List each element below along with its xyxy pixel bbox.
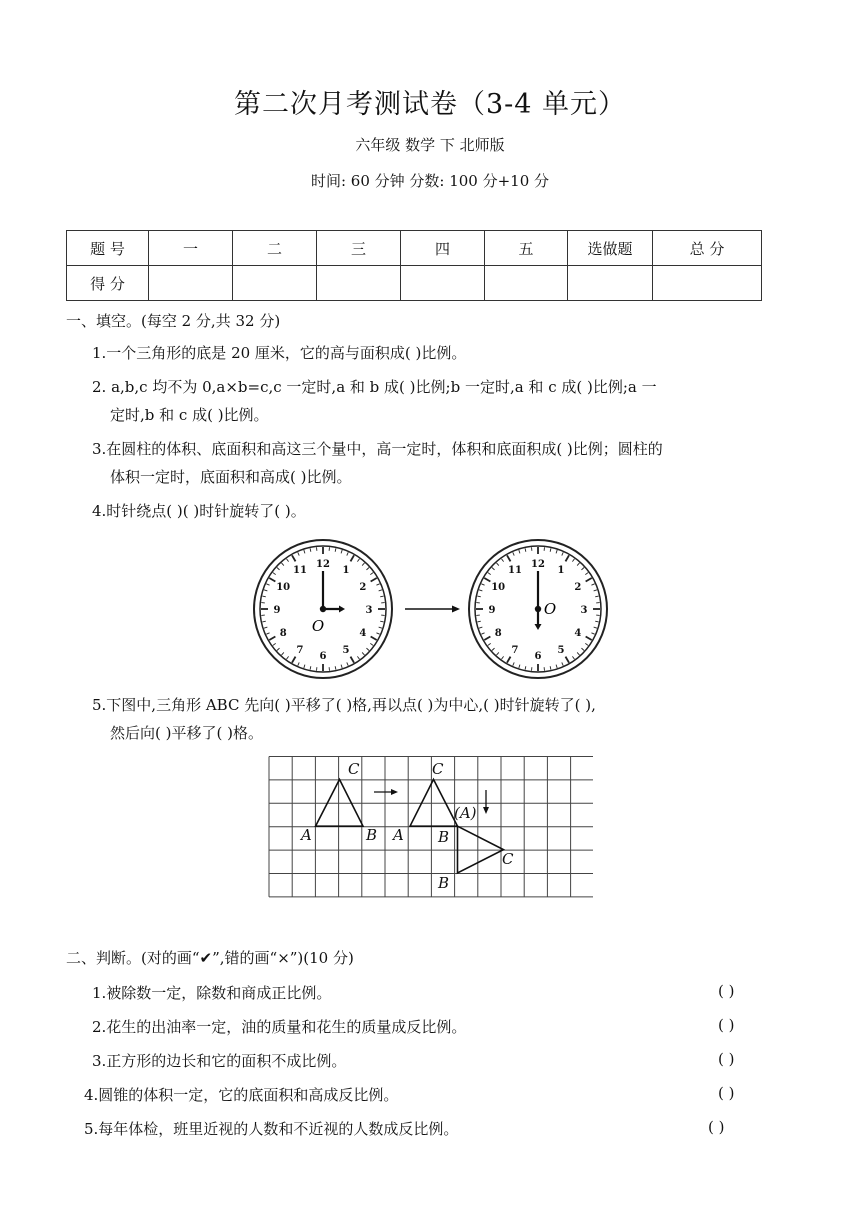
page-subtitle: 六年级 数学 下 北师版 [355,136,505,154]
label-c-rotated: C [502,850,514,868]
clock-tick [556,550,557,553]
clock-tick [264,627,267,628]
clock-number: 2 [359,582,367,593]
clock-tick [347,552,348,555]
clock-tick [362,563,364,566]
judge-item-1: 1.被除数一定，除数和商成正比例。 [92,984,332,1002]
clock-tick [287,656,289,659]
clock-tick [595,596,598,597]
clock-number: 11 [508,565,522,577]
clock-tick [341,665,342,668]
transform-arrow-head [452,606,460,613]
clock-tick [351,555,355,561]
label-b-translated: B [438,828,450,846]
clock-tick [488,643,491,645]
clock-tick [273,573,276,575]
clock-tick [335,548,336,551]
clock-tick [479,590,482,591]
judge-answer-1[interactable]: ( ) [718,982,735,1000]
clock-number: 4 [574,628,582,639]
score-cell[interactable] [149,266,233,301]
clock-tick [525,548,526,551]
clock-tick [519,665,520,668]
clock-tick [566,657,570,663]
clock-number: 8 [279,628,287,639]
down-arrow-head [483,807,489,814]
clock-tick [277,568,280,570]
clock-tick [298,552,299,555]
clock-tick [292,657,296,663]
clock-tick [357,656,359,659]
clock-number: 1 [342,565,350,577]
clock-tick [264,590,267,591]
clock-tick [266,633,269,634]
clock-number: 3 [365,605,373,616]
section2-heading: 二、判断。(对的画“✔”,错的画“×”)(10 分) [66,949,354,967]
judge-item-3: 3.正方形的边长和它的面积不成比例。 [92,1052,347,1070]
clock-tick [581,648,584,650]
score-table-header-row [67,231,762,266]
label-a-original: A [301,826,312,844]
clock-tick [277,648,280,650]
clock-tick [351,657,355,663]
clock-tick [282,563,284,566]
clock-tick [370,643,373,645]
clock-tick [497,563,499,566]
judge-answer-3[interactable]: ( ) [718,1050,735,1068]
score-cell[interactable] [317,266,401,301]
clock-tick [591,584,594,585]
clock-tick [273,643,276,645]
clock-number: 3 [580,605,588,616]
clock-tick [371,578,377,582]
clock-before [254,540,392,678]
clock-number: 8 [494,628,502,639]
hour-hand-arrow [339,606,345,613]
clock-center-dot [535,606,541,612]
score-header-cell: 选做题 [568,231,653,266]
score-header-cell: 一 [149,231,233,266]
score-table-score-row [67,266,762,301]
score-cell[interactable] [485,266,568,301]
clock-number: 5 [557,644,565,656]
clock-tick [262,596,265,597]
score-header-cell: 三 [317,231,401,266]
judge-answer-5[interactable]: ( ) [708,1118,725,1136]
clock-tick [341,550,342,553]
clock-number: 5 [342,644,350,656]
judge-item-5: 5.每年体检，班里近视的人数和不近视的人数成反比例。 [84,1120,459,1138]
clock-tick [371,637,377,641]
score-cell[interactable] [568,266,653,301]
page-title: 第二次月考测试卷（3-4 单元） [233,89,627,120]
clock-tick [379,590,382,591]
question-1: 1.一个三角形的底是 20 厘米，它的高与面积成( )比例。 [92,344,467,362]
clock-tick [376,633,379,634]
clock-tick [585,573,588,575]
clock-number: 7 [296,644,304,656]
clock-center-dot [320,606,326,612]
question-4: 4.时针绕点( )( )时针旋转了( )。 [92,502,306,520]
score-header-cell: 总 分 [653,231,762,266]
clock-tick [269,637,275,641]
triangle-rotated [458,826,504,873]
clock-tick [366,568,369,570]
clock-center-label: O [311,617,325,635]
clock-tick [347,662,348,665]
score-table [66,230,762,301]
clock-tick [594,590,597,591]
clock-tick [266,584,269,585]
score-cell[interactable] [401,266,485,301]
clock-tick [550,548,551,551]
clock-tick [581,568,584,570]
clock-tick [262,621,265,622]
clock-tick [572,559,574,562]
clock-tick [577,652,579,655]
clock-tick [304,665,305,668]
clock-tick [562,662,563,665]
clock-number: 4 [359,628,367,639]
hour-hand-arrow [535,624,542,630]
clock-number: 1 [557,565,565,577]
clock-number: 10 [491,582,506,593]
clock-tick [379,627,382,628]
clock-tick [566,555,570,561]
clock-center-label: O [543,600,557,618]
label-c-translated: C [432,760,444,778]
clock-tick [357,559,359,562]
clock-tick [484,637,490,641]
clock-number: 11 [293,565,307,577]
clock-tick [585,643,588,645]
clock-number: 12 [316,559,330,570]
label-b-original: B [366,826,378,844]
clock-tick [507,555,511,561]
score-header-cell: 五 [485,231,568,266]
clock-tick [550,666,551,669]
clock-after [469,540,607,678]
clock-tick [481,584,484,585]
clock-tick [572,656,574,659]
clock-tick [488,573,491,575]
clock-rotation-figure [250,535,612,683]
label-c-original: C [348,760,360,778]
judge-item-2: 2.花生的出油率一定，油的质量和花生的质量成反比例。 [92,1018,467,1036]
clock-tick [292,555,296,561]
clock-tick [477,596,480,597]
question-2-line-2: 定时,b 和 c 成( )比例。 [110,406,269,424]
clock-tick [586,578,592,582]
clock-tick [492,568,495,570]
clock-tick [562,552,563,555]
clock-tick [362,652,364,655]
score-header-cell: 四 [401,231,485,266]
clock-tick [525,666,526,669]
clock-tick [376,584,379,585]
clock-tick [366,648,369,650]
clock-tick [586,637,592,641]
clock-tick [577,563,579,566]
clock-tick [513,662,514,665]
score-header-cell: 题 号 [67,231,149,266]
label-a-rotation-center: (A) [454,804,477,822]
clock-tick [298,662,299,665]
clock-tick [380,596,383,597]
clock-tick [556,665,557,668]
question-3-line-2: 体积一定时，底面积和高成( )比例。 [110,468,352,486]
time-score-info: 时间: 60 分钟 分数: 100 分+10 分 [310,172,550,190]
clock-tick [269,578,275,582]
clock-tick [507,657,511,663]
right-arrow-head [391,789,398,795]
label-b-rotated: B [438,874,450,892]
clock-tick [287,559,289,562]
clock-number: 7 [511,644,519,656]
clock-tick [481,633,484,634]
question-2-line-1: 2. a,b,c 均不为 0,a×b=c,c 一定时,a 和 b 成( )比例;b 一定时,a 和 c 成( )比例;a 一 [92,378,657,396]
clock-tick [282,652,284,655]
score-cell[interactable] [653,266,762,301]
question-3-line-1: 3.在圆柱的体积、底面积和高这三个量中，高一定时，体积和底面积成( )比例；圆柱的 [92,440,663,458]
question-5-line-1: 5.下图中,三角形 ABC 先向( )平移了( )格,再以点( )为中心,( )时针旋转了( ), [92,696,596,714]
clock-tick [595,621,598,622]
clock-tick [519,550,520,553]
score-row-label: 得 分 [67,266,149,301]
clock-number: 9 [488,605,496,616]
clock-number: 6 [319,651,327,662]
clock-tick [304,550,305,553]
clock-number: 9 [273,605,281,616]
score-cell[interactable] [233,266,317,301]
clock-tick [479,627,482,628]
clock-tick [477,621,480,622]
question-5-line-2: 然后向( )平移了( )格。 [110,724,263,742]
clock-tick [591,633,594,634]
clock-number: 6 [534,651,542,662]
clock-number: 10 [276,582,291,593]
clock-tick [310,666,311,669]
clock-tick [492,648,495,650]
score-header-cell: 二 [233,231,317,266]
clock-tick [502,559,504,562]
clock-tick [484,578,490,582]
clock-tick [502,656,504,659]
clock-tick [370,573,373,575]
judge-answer-2[interactable]: ( ) [718,1016,735,1034]
clock-tick [497,652,499,655]
translation-grid-figure [268,756,593,898]
clock-number: 12 [531,559,545,570]
label-a-translated: A [393,826,404,844]
judge-answer-4[interactable]: ( ) [718,1084,735,1102]
clock-tick [594,627,597,628]
clock-number: 2 [574,582,582,593]
judge-item-4: 4.圆锥的体积一定，它的底面积和高成反比例。 [84,1086,399,1104]
clock-tick [380,621,383,622]
clock-tick [513,552,514,555]
clock-tick [335,666,336,669]
clock-tick [310,548,311,551]
section1-heading: 一、填空。(每空 2 分,共 32 分) [66,312,281,330]
